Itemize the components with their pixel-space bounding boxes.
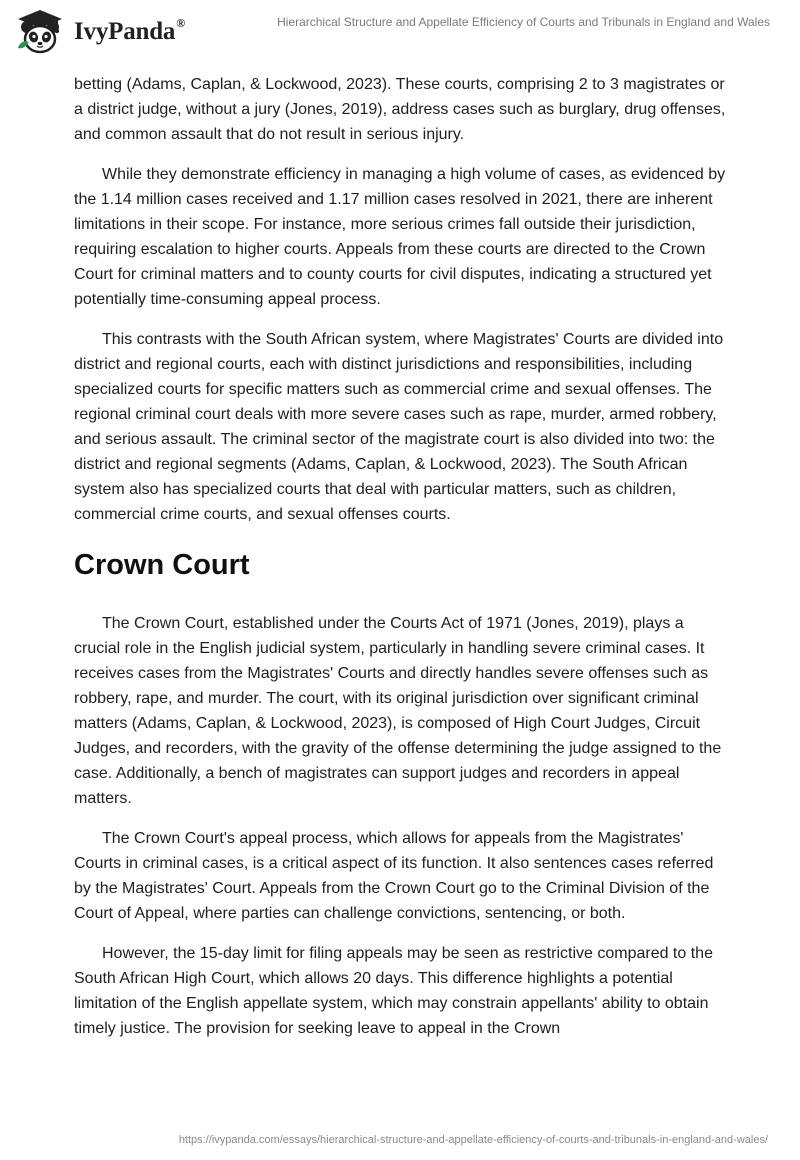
paragraph: The Crown Court's appeal process, which allows for appeals from the Magistrates' Courts in criminal cases, is a critical aspect of its function. It also sentences cases referred by the Magistrates' Court. Appeals from the Crown Court go to the Criminal Division of the Court of Appeal, where parties can challenge convictions, sentencing, or both.	[74, 830, 714, 922]
paragraph: This contrasts with the South African system, where Magistrates' Courts are divided into district and regional courts, each with distinct jurisdictions and responsibilities, including specialized courts for specific matters such as commercial crime and sexual offenses. The regional criminal court deals with more severe cases such as rape, murder, armed robbery, and serious assault. The criminal sector of the magistrate court is also divided into two: the district and regional segments (Adams, Caplan, & Lockwood, 2023). The South African system also has specialized courts that deal with particular matters, such as children, commercial crime courts, and sexual offenses courts.	[74, 331, 724, 523]
paragraph-continuation: betting (Adams, Caplan, & Lockwood, 2023). These courts, comprising 2 to 3 magistrates or a district judge, without a jury (Jones, 2019), address cases such as burglary, drug offenses, and common assault that do not result in serious injury.	[74, 76, 726, 143]
ivypanda-logo[interactable]	[14, 8, 185, 56]
section-heading-crown-court: Crown Court	[74, 549, 250, 581]
document-title: Hierarchical Structure and Appellate Efficiency of Courts and Tribunals in England and Wales	[277, 15, 770, 29]
paragraph: The Crown Court, established under the Courts Act of 1971 (Jones, 2019), plays a crucial role in the English judicial system, particularly in handling severe criminal cases. It receives cases from the Magistrates' Courts and directly handles severe offenses such as robbery, rape, and murder. The court, with its original jurisdiction over significant criminal matters (Adams, Caplan, & Lockwood, 2023), is composed of High Court Judges, Circuit Judges, and recorders, with the gravity of the offense determining the judge assigned to the case. Additionally, a bench of magistrates can support judges and recorders in appeal matters.	[74, 615, 722, 807]
brand-name-text: IvyPanda	[74, 18, 176, 45]
paragraph: However, the 15-day limit for filing appeals may be seen as restrictive compared to the South African High Court, which allows 20 days. This difference highlights a potential limitation of the English appellate system, which may constrain appellants' ability to obtain timely justice. The provision for seeking leave to appeal in the Crown	[74, 945, 713, 1037]
page-header	[0, 0, 800, 64]
source-url[interactable]: https://ivypanda.com/essays/hierarchical-structure-and-appellate-efficiency-of-courts-and-tribunals-in-england-and-wales/	[178, 1134, 768, 1146]
essay-content	[74, 72, 726, 1056]
paragraph: While they demonstrate efficiency in managing a high volume of cases, as evidenced by the 1.14 million cases received and 1.17 million cases resolved in 2021, there are inherent limitations in their scope. For instance, more serious crimes fall outside their jurisdiction, requiring escalation to higher courts. Appeals from these courts are directed to the Crown Court for criminal matters and to county courts for civil disputes, indicating a structured yet potentially time-consuming appeal process.	[74, 166, 726, 308]
brand-name	[74, 18, 185, 46]
registered-mark: ®	[176, 16, 185, 30]
panda-graduation-cap-icon	[14, 8, 66, 56]
